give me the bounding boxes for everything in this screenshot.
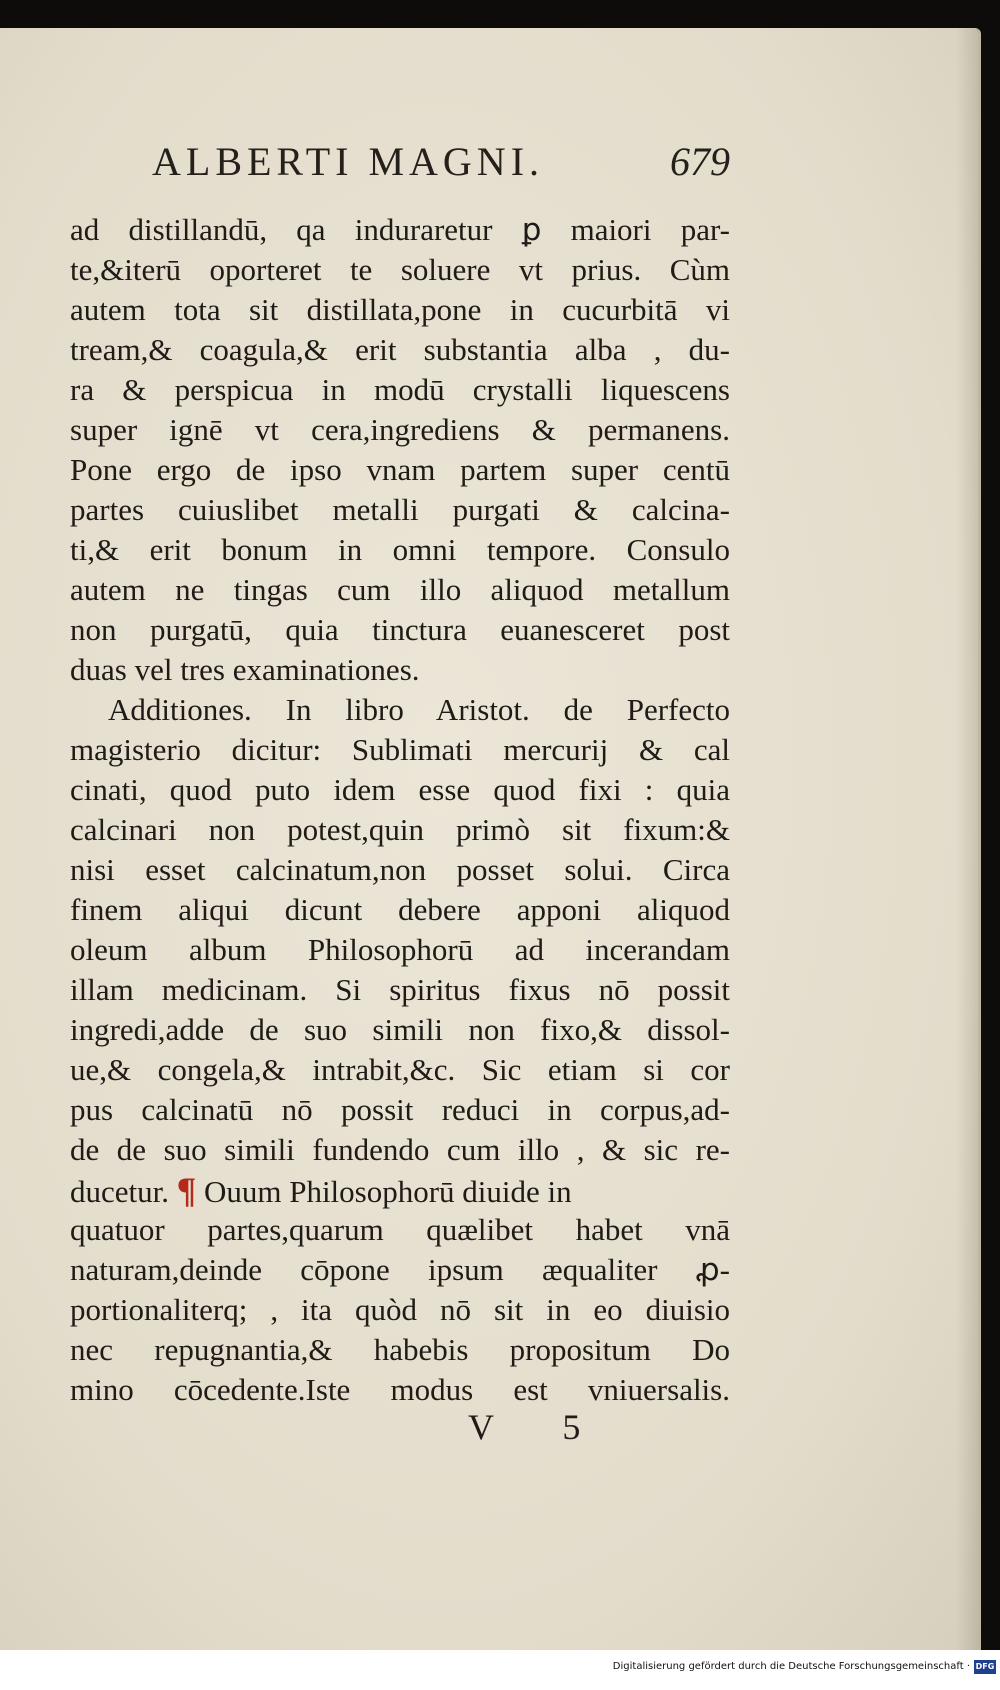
text-line: cinati, quod puto idem esse quod fixi : quia: [70, 772, 730, 807]
text-line: nec repugnantia,& habebis propositum Do: [70, 1332, 730, 1367]
text-line: quatuor partes,quarum quælibet habet vnā: [70, 1212, 730, 1247]
text-line: autem tota sit distillata,pone in cucurbitā vi: [70, 292, 730, 327]
text-line: finem aliqui dicunt debere apponi aliquod: [70, 892, 730, 927]
text-line: super ignē vt cera,ingrediens & permanens.: [70, 412, 730, 447]
pilcrow-icon: ¶: [176, 1170, 197, 1210]
text-line: ra & perspicua in modū crystalli liquescens: [70, 372, 730, 407]
running-title: ALBERTI MAGNI.: [152, 139, 545, 184]
text-line-end: Ouum Philosophorū diuide in: [203, 1174, 572, 1209]
text-line: tream,& coagula,& erit substantia alba , du-: [70, 332, 730, 367]
text-line: te,&iterū oporteret te soluere vt prius. Cùm: [70, 252, 730, 287]
text-line: magisterio dicitur: Sublimati mercurij & cal: [70, 732, 730, 767]
text-line: ti,& erit bonum in omni tempore. Consulo: [70, 532, 730, 567]
page-number: 679: [670, 139, 730, 184]
text-line: nisi esset calcinatum,non posset solui. Circa: [70, 852, 730, 887]
text-line-start: ducetur.: [70, 1174, 169, 1209]
text-line: mino cōcedente.Iste modus est vniuersalis.: [70, 1372, 730, 1407]
funding-credit: Digitalisierung gefördert durch die Deutsche Forschungsgemeinschaft ·: [612, 1661, 970, 1672]
text-line: non purgatū, quia tinctura euanesceret post: [70, 612, 730, 647]
text-line: Additiones. In libro Aristot. de Perfecto: [108, 692, 730, 727]
text-line: ingredi,adde de suo simili non fixo,& dissol-: [70, 1012, 730, 1047]
text-line: autem ne tingas cum illo aliquod metallum: [70, 572, 730, 607]
text-line: calcinari non potest,quin primò sit fixum:&: [70, 812, 730, 847]
text-line: portionaliterq; , ita quòd nō sit in eo diuisio: [70, 1292, 730, 1327]
page-header: [70, 138, 730, 188]
dfg-logo-icon: DFG: [974, 1660, 996, 1674]
text-line: ue,& congela,& intrabit,&c. Sic etiam si cor: [70, 1052, 730, 1087]
signature-mark: V 5: [468, 1407, 611, 1447]
book-page: [0, 28, 981, 1650]
text-line: naturam,deinde cōpone ipsum æqualiter ꝓ-: [70, 1252, 730, 1287]
body-text: [70, 210, 730, 1410]
footer-bar: [0, 1650, 1000, 1690]
text-line: de de suo simili fundendo cum illo , & sic re-: [70, 1132, 730, 1167]
text-line: ad distillandū, qa induraretur ꝑ maiori par-: [70, 212, 730, 247]
text-line: Pone ergo de ipso vnam partem super centū: [70, 452, 730, 487]
text-line: duas vel tres examinationes.: [70, 652, 420, 687]
text-line: pus calcinatū nō possit reduci in corpus,ad-: [70, 1092, 730, 1127]
text-line-with-pilcrow: [70, 1170, 730, 1210]
text-line: oleum album Philosophorū ad incerandam: [70, 932, 730, 967]
text-line: partes cuiuslibet metalli purgati & calcina-: [70, 492, 730, 527]
text-line: illam medicinam. Si spiritus fixus nō possit: [70, 972, 730, 1007]
